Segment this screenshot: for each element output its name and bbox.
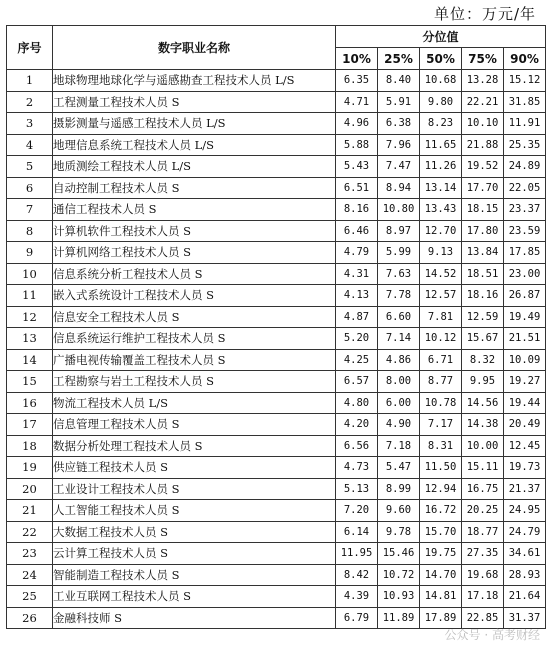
- percentile-value: 15.11: [462, 457, 504, 479]
- table-row: [7, 564, 546, 586]
- table-row: [7, 500, 546, 522]
- percentile-value: 21.88: [462, 134, 504, 156]
- table-row: [7, 435, 546, 457]
- percentile-value: 6.35: [336, 70, 378, 92]
- table-row: [7, 199, 546, 221]
- percentile-value: 31.85: [504, 91, 546, 113]
- percentile-value: 24.79: [504, 521, 546, 543]
- occupation-name: 智能制造工程技术人员 S: [53, 564, 336, 586]
- percentile-value: 4.73: [336, 457, 378, 479]
- percentile-value: 7.78: [378, 285, 420, 307]
- percentile-value: 4.20: [336, 414, 378, 436]
- table-row: [7, 328, 546, 350]
- percentile-value: 22.21: [462, 91, 504, 113]
- percentile-value: 24.95: [504, 500, 546, 522]
- percentile-value: 25.35: [504, 134, 546, 156]
- table-row: [7, 156, 546, 178]
- row-number: 20: [7, 478, 53, 500]
- percentile-value: 14.56: [462, 392, 504, 414]
- percentile-value: 10.00: [462, 435, 504, 457]
- occupation-name: 地质测绘工程技术人员 L/S: [53, 156, 336, 178]
- table-row: [7, 220, 546, 242]
- occupation-name: 人工智能工程技术人员 S: [53, 500, 336, 522]
- percentile-value: 10.78: [420, 392, 462, 414]
- percentile-value: 4.39: [336, 586, 378, 608]
- watermark: 公众号 · 高考财经: [444, 628, 540, 642]
- percentile-value: 19.68: [462, 564, 504, 586]
- percentile-value: 8.31: [420, 435, 462, 457]
- occupation-name: 计算机网络工程技术人员 S: [53, 242, 336, 264]
- percentile-value: 8.42: [336, 564, 378, 586]
- percentile-value: 4.90: [378, 414, 420, 436]
- percentile-value: 12.70: [420, 220, 462, 242]
- occupation-name: 云计算工程技术人员 S: [53, 543, 336, 565]
- row-number: 8: [7, 220, 53, 242]
- percentile-value: 10.12: [420, 328, 462, 350]
- percentile-value: 18.51: [462, 263, 504, 285]
- row-number: 7: [7, 199, 53, 221]
- percentile-value: 12.45: [504, 435, 546, 457]
- percentile-value: 10.10: [462, 113, 504, 135]
- row-number: 24: [7, 564, 53, 586]
- percentile-value: 10.93: [378, 586, 420, 608]
- row-number: 11: [7, 285, 53, 307]
- percentile-value: 19.52: [462, 156, 504, 178]
- percentile-value: 14.38: [462, 414, 504, 436]
- percentile-value: 7.20: [336, 500, 378, 522]
- table-row: [7, 306, 546, 328]
- percentile-value: 9.13: [420, 242, 462, 264]
- table-row: [7, 242, 546, 264]
- percentile-value: 12.59: [462, 306, 504, 328]
- percentile-value: 4.87: [336, 306, 378, 328]
- percentile-value: 13.84: [462, 242, 504, 264]
- row-number: 25: [7, 586, 53, 608]
- percentile-value: 5.47: [378, 457, 420, 479]
- percentile-value: 12.57: [420, 285, 462, 307]
- percentile-value: 6.46: [336, 220, 378, 242]
- row-number: 12: [7, 306, 53, 328]
- header-p10: 10%: [336, 48, 378, 70]
- table-row: [7, 349, 546, 371]
- percentile-value: 14.52: [420, 263, 462, 285]
- table-row: [7, 543, 546, 565]
- percentile-value: 8.23: [420, 113, 462, 135]
- percentile-value: 27.35: [462, 543, 504, 565]
- occupation-name: 工业互联网工程技术人员 S: [53, 586, 336, 608]
- header-quantile: 分位值: [336, 26, 546, 48]
- percentile-value: 7.47: [378, 156, 420, 178]
- percentile-value: 18.15: [462, 199, 504, 221]
- percentile-value: 6.57: [336, 371, 378, 393]
- percentile-value: 5.88: [336, 134, 378, 156]
- percentile-value: 23.00: [504, 263, 546, 285]
- occupation-name: 地理信息系统工程技术人员 L/S: [53, 134, 336, 156]
- percentile-value: 18.77: [462, 521, 504, 543]
- row-number: 23: [7, 543, 53, 565]
- table-row: [7, 586, 546, 608]
- percentile-value: 11.26: [420, 156, 462, 178]
- percentile-value: 11.95: [336, 543, 378, 565]
- row-number: 26: [7, 607, 53, 629]
- row-number: 16: [7, 392, 53, 414]
- percentile-value: 16.75: [462, 478, 504, 500]
- percentile-value: 8.94: [378, 177, 420, 199]
- percentile-value: 6.51: [336, 177, 378, 199]
- percentile-value: 19.49: [504, 306, 546, 328]
- row-number: 21: [7, 500, 53, 522]
- unit-label: 单位：万元/年: [433, 5, 536, 23]
- percentile-value: 5.43: [336, 156, 378, 178]
- occupation-name: 信息系统运行维护工程技术人员 S: [53, 328, 336, 350]
- percentile-value: 18.16: [462, 285, 504, 307]
- percentile-value: 7.18: [378, 435, 420, 457]
- percentile-value: 19.44: [504, 392, 546, 414]
- percentile-value: 19.73: [504, 457, 546, 479]
- table-row: [7, 478, 546, 500]
- percentile-value: 22.85: [462, 607, 504, 629]
- occupation-name: 金融科技师 S: [53, 607, 336, 629]
- percentile-value: 15.46: [378, 543, 420, 565]
- row-number: 17: [7, 414, 53, 436]
- percentile-value: 19.27: [504, 371, 546, 393]
- table-row: [7, 177, 546, 199]
- percentile-value: 13.28: [462, 70, 504, 92]
- occupation-name: 工程勘察与岩土工程技术人员 S: [53, 371, 336, 393]
- percentile-value: 10.80: [378, 199, 420, 221]
- percentile-value: 23.59: [504, 220, 546, 242]
- percentile-value: 15.67: [462, 328, 504, 350]
- row-number: 15: [7, 371, 53, 393]
- percentile-value: 7.17: [420, 414, 462, 436]
- percentile-value: 31.37: [504, 607, 546, 629]
- occupation-name: 物流工程技术人员 L/S: [53, 392, 336, 414]
- percentile-value: 13.14: [420, 177, 462, 199]
- percentile-value: 11.50: [420, 457, 462, 479]
- percentile-value: 21.64: [504, 586, 546, 608]
- occupation-name: 信息系统分析工程技术人员 S: [53, 263, 336, 285]
- row-number: 2: [7, 91, 53, 113]
- table-row: [7, 521, 546, 543]
- salary-table: [6, 25, 546, 629]
- occupation-name: 信息安全工程技术人员 S: [53, 306, 336, 328]
- percentile-value: 6.00: [378, 392, 420, 414]
- percentile-value: 21.37: [504, 478, 546, 500]
- row-number: 6: [7, 177, 53, 199]
- percentile-value: 10.09: [504, 349, 546, 371]
- percentile-value: 17.18: [462, 586, 504, 608]
- percentile-value: 13.43: [420, 199, 462, 221]
- header-p25: 25%: [378, 48, 420, 70]
- occupation-name: 工业设计工程技术人员 S: [53, 478, 336, 500]
- table-row: [7, 414, 546, 436]
- percentile-value: 7.14: [378, 328, 420, 350]
- percentile-value: 6.38: [378, 113, 420, 135]
- percentile-value: 9.80: [420, 91, 462, 113]
- header-name: 数字职业名称: [53, 26, 336, 70]
- occupation-name: 摄影测量与遥感工程技术人员 L/S: [53, 113, 336, 135]
- table-row: [7, 392, 546, 414]
- percentile-value: 9.95: [462, 371, 504, 393]
- percentile-value: 17.89: [420, 607, 462, 629]
- percentile-value: 20.49: [504, 414, 546, 436]
- percentile-value: 4.80: [336, 392, 378, 414]
- percentile-value: 23.37: [504, 199, 546, 221]
- percentile-value: 15.12: [504, 70, 546, 92]
- row-number: 14: [7, 349, 53, 371]
- percentile-value: 21.51: [504, 328, 546, 350]
- percentile-value: 22.05: [504, 177, 546, 199]
- header-p90: 90%: [504, 48, 546, 70]
- occupation-name: 计算机软件工程技术人员 S: [53, 220, 336, 242]
- table-row: [7, 134, 546, 156]
- percentile-value: 11.65: [420, 134, 462, 156]
- occupation-name: 大数据工程技术人员 S: [53, 521, 336, 543]
- percentile-value: 15.70: [420, 521, 462, 543]
- row-number: 19: [7, 457, 53, 479]
- percentile-value: 24.89: [504, 156, 546, 178]
- percentile-value: 11.89: [378, 607, 420, 629]
- row-number: 18: [7, 435, 53, 457]
- occupation-name: 自动控制工程技术人员 S: [53, 177, 336, 199]
- percentile-value: 17.70: [462, 177, 504, 199]
- row-number: 1: [7, 70, 53, 92]
- percentile-value: 14.81: [420, 586, 462, 608]
- percentile-value: 9.60: [378, 500, 420, 522]
- percentile-value: 7.96: [378, 134, 420, 156]
- percentile-value: 8.40: [378, 70, 420, 92]
- percentile-value: 7.81: [420, 306, 462, 328]
- percentile-value: 6.56: [336, 435, 378, 457]
- percentile-value: 8.16: [336, 199, 378, 221]
- percentile-value: 20.25: [462, 500, 504, 522]
- percentile-value: 10.72: [378, 564, 420, 586]
- percentile-value: 19.75: [420, 543, 462, 565]
- percentile-value: 5.20: [336, 328, 378, 350]
- percentile-value: 6.14: [336, 521, 378, 543]
- table-row: [7, 91, 546, 113]
- percentile-value: 10.68: [420, 70, 462, 92]
- percentile-value: 16.72: [420, 500, 462, 522]
- percentile-value: 8.97: [378, 220, 420, 242]
- percentile-value: 4.96: [336, 113, 378, 135]
- table-row: [7, 457, 546, 479]
- occupation-name: 广播电视传输覆盖工程技术人员 S: [53, 349, 336, 371]
- occupation-name: 地球物理地球化学与遥感勘查工程技术人员 L/S: [53, 70, 336, 92]
- percentile-value: 8.99: [378, 478, 420, 500]
- percentile-value: 7.63: [378, 263, 420, 285]
- header-p75: 75%: [462, 48, 504, 70]
- row-number: 4: [7, 134, 53, 156]
- header-p50: 50%: [420, 48, 462, 70]
- row-number: 22: [7, 521, 53, 543]
- occupation-name: 数据分析处理工程技术人员 S: [53, 435, 336, 457]
- percentile-value: 4.25: [336, 349, 378, 371]
- percentile-value: 4.31: [336, 263, 378, 285]
- row-number: 10: [7, 263, 53, 285]
- percentile-value: 34.61: [504, 543, 546, 565]
- percentile-value: 17.85: [504, 242, 546, 264]
- occupation-name: 信息管理工程技术人员 S: [53, 414, 336, 436]
- percentile-value: 8.77: [420, 371, 462, 393]
- percentile-value: 28.93: [504, 564, 546, 586]
- percentile-value: 4.86: [378, 349, 420, 371]
- percentile-value: 4.71: [336, 91, 378, 113]
- percentile-value: 4.13: [336, 285, 378, 307]
- percentile-value: 6.60: [378, 306, 420, 328]
- percentile-value: 11.91: [504, 113, 546, 135]
- table-row: [7, 285, 546, 307]
- row-number: 3: [7, 113, 53, 135]
- percentile-value: 8.00: [378, 371, 420, 393]
- percentile-value: 6.79: [336, 607, 378, 629]
- percentile-value: 5.99: [378, 242, 420, 264]
- occupation-name: 工程测量工程技术人员 S: [53, 91, 336, 113]
- percentile-value: 12.94: [420, 478, 462, 500]
- table-row: [7, 70, 546, 92]
- occupation-name: 嵌入式系统设计工程技术人员 S: [53, 285, 336, 307]
- table-row: [7, 113, 546, 135]
- percentile-value: 6.71: [420, 349, 462, 371]
- header-seq: 序号: [7, 26, 53, 70]
- row-number: 9: [7, 242, 53, 264]
- table-body: [7, 70, 546, 629]
- row-number: 5: [7, 156, 53, 178]
- table-row: [7, 371, 546, 393]
- row-number: 13: [7, 328, 53, 350]
- percentile-value: 17.80: [462, 220, 504, 242]
- percentile-value: 26.87: [504, 285, 546, 307]
- percentile-value: 8.32: [462, 349, 504, 371]
- percentile-value: 14.70: [420, 564, 462, 586]
- percentile-value: 9.78: [378, 521, 420, 543]
- percentile-value: 5.13: [336, 478, 378, 500]
- percentile-value: 4.79: [336, 242, 378, 264]
- percentile-value: 5.91: [378, 91, 420, 113]
- occupation-name: 通信工程技术人员 S: [53, 199, 336, 221]
- table-row: [7, 263, 546, 285]
- occupation-name: 供应链工程技术人员 S: [53, 457, 336, 479]
